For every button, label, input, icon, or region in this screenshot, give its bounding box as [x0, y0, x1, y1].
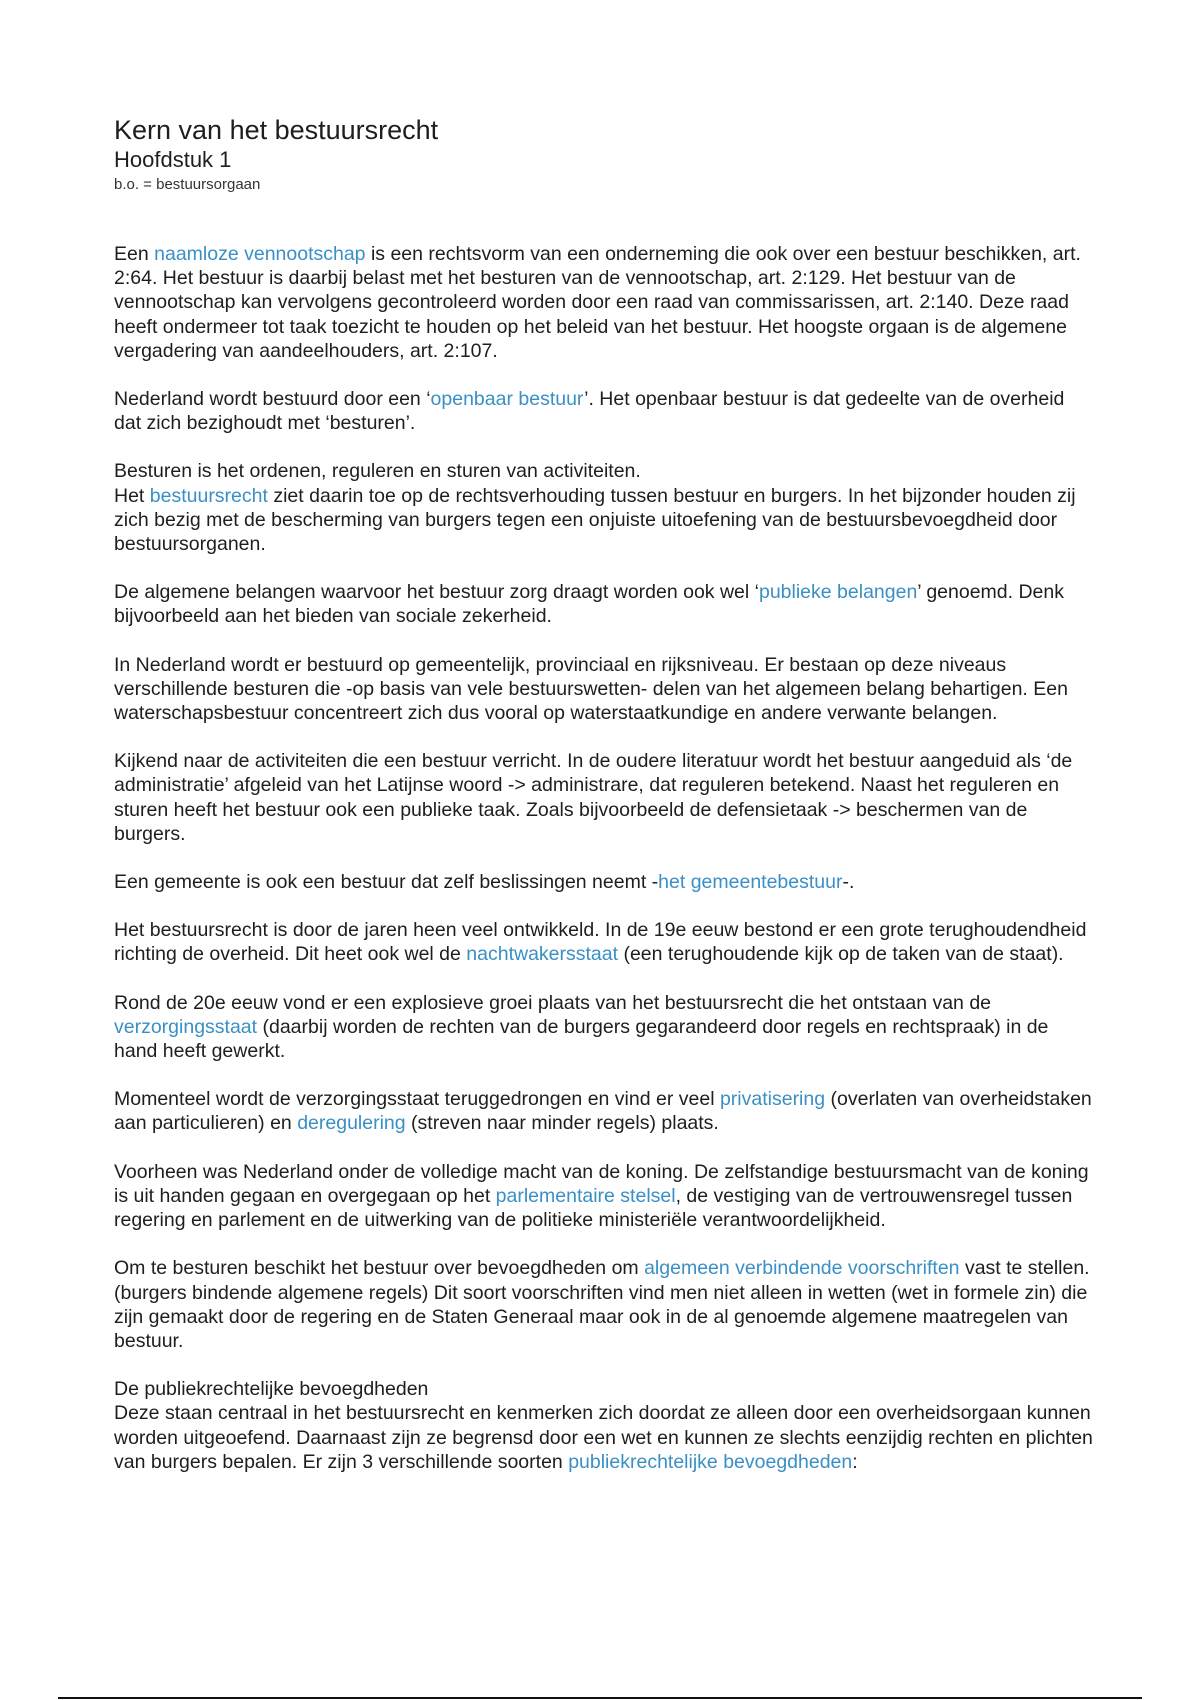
- paragraph-bestuursniveaus: In Nederland wordt er bestuurd op gemeentelijk, provinciaal en rijksniveau. Er bestaan op deze niveaus verschillende besturen die -op basis van vele bestuurswetten- delen van het algemeen belang behartigen. Een waterschapsbestuur concentreert zich dus vooral op waterstaatkundige en andere verwante belangen.: [114, 653, 1068, 725]
- paragraph-parlementaire-stelsel: Voorheen was Nederland onder de volledige macht van de koning. De zelfstandige bestuursmacht van de koning is uit handen gegaan en overgegaan op het parlementaire stelsel, de vestiging van de vertrouwensregel tussen regering en parlement en de uitwerking van de politieke ministeriële verantwoordelijkheid.: [114, 1160, 1089, 1232]
- paragraph-administratie: Kijkend naar de activiteiten die een bestuur verricht. In de oudere literatuur wordt het bestuur aangeduid als ‘de administratie’ afgeleid van het Latijnse woord -> administrare, dat reguleren betekend. Naast het reguleren en sturen heeft het bestuur ook een publieke taak. Zoals bijvoorbeeld de defensietaak -> beschermen van de burgers.: [114, 750, 1073, 845]
- paragraph-publieke-belangen: De algemene belangen waarvoor het bestuur zorg draagt worden ook wel ‘publieke belangen’ genoemd. Denk bijvoorbeeld aan het bieden van sociale zekerheid.: [114, 581, 1064, 628]
- paragraph-verbindende-voorschriften: Om te besturen beschikt het bestuur over bevoegdheden om algemeen verbindende voorschriften vast te stellen. (burgers bindende algemene regels) Dit soort voorschriften vind men niet alleen in wetten (wet in formele zin) die zijn gemaakt door de regering en de Staten Generaal maar ook in de al genoemde algemene maatregelen van bestuur.: [114, 1257, 1090, 1352]
- chapter-heading: Hoofdstuk 1: [114, 147, 232, 172]
- page-bottom-divider: [58, 1697, 1142, 1699]
- paragraph-naamloze-vennootschap: Een naamloze vennootschap is een rechtsvorm van een onderneming die ook over een bestuur beschikken, art. 2:64. Het bestuur is daarbij belast met het besturen van de vennootschap, art. 2:129. Het bestuur van de vennootschap kan vervolgens gecontroleerd worden door een raad van commissarissen, art. 2:140. Deze raad heeft ondermeer tot taak toezicht te houden op het beleid van het bestuur. Het hoogste orgaan is de algemene vergadering van aandeelhouders, art. 2:107.: [114, 243, 1081, 362]
- term-nachtwakersstaat: nachtwakersstaat: [466, 943, 619, 966]
- paragraph-privatisering: Momenteel wordt de verzorgingsstaat teruggedrongen en vind er veel privatisering (overlaten van overheidstaken aan particulieren) en deregulering (streven naar minder regels) plaats.: [114, 1088, 1092, 1135]
- document-title: Kern van het bestuursrecht: [114, 115, 439, 145]
- paragraph-openbaar-bestuur: Nederland wordt bestuurd door een ‘openbaar bestuur’. Het openbaar bestuur is dat gedeelte van de overheid dat zich bezighoudt met ‘besturen’.: [114, 388, 1065, 435]
- term-parlementaire-stelsel: parlementaire stelsel: [495, 1184, 676, 1207]
- section-heading: De publiekrechtelijke bevoegdheden: [114, 1378, 429, 1401]
- term-publieke-belangen: publieke belangen: [758, 581, 918, 604]
- paragraph-publiekrechtelijke-bevoegdheden: De publiekrechtelijke bevoegdheden Deze staan centraal in het bestuursrecht en kenmerken zich doordat ze alleen door een overheidsorgaan kunnen worden uitgeoefend. Daarnaast zijn ze begrensd door een wet en kunnen ze slechts eenzijdig rechten en plichten van burgers bepalen. Er zijn 3 verschillende soorten publiekrechtelijke bevoegdheden:: [114, 1378, 1093, 1473]
- abbreviation-note: b.o. = bestuursorgaan: [114, 176, 261, 193]
- term-bestuursrecht: bestuursrecht: [149, 484, 268, 507]
- paragraph-nachtwakersstaat: Het bestuursrecht is door de jaren heen veel ontwikkeld. In de 19e eeuw bestond er een grote terughoudendheid richting de overheid. Dit heet ook wel de nachtwakersstaat (een terughoudende kijk op de taken van de staat).: [114, 919, 1087, 966]
- term-publiekrechtelijke-bevoegdheden: publiekrechtelijke bevoegdheden: [568, 1450, 853, 1473]
- paragraph-gemeentebestuur: Een gemeente is ook een bestuur dat zelf beslissingen neemt -het gemeentebestuur-.: [114, 871, 855, 894]
- term-gemeentebestuur: het gemeentebestuur: [658, 871, 843, 894]
- paragraph-bestuursrecht: Besturen is het ordenen, reguleren en sturen van activiteiten. Het bestuursrecht ziet daarin toe op de rechtsverhouding tussen bestuur en burgers. In het bijzonder houden zij zich bezig met de bescherming van burgers tegen een onjuiste uitoefening van de bestuursbevoegdheid door bestuursorganen.: [114, 460, 1076, 556]
- term-algemeen-verbindende-voorschriften: algemeen verbindende voorschriften: [644, 1257, 960, 1280]
- document-page: [114, 114, 1094, 1498]
- paragraph-verzorgingsstaat: Rond de 20e eeuw vond er een explosieve groei plaats van het bestuursrecht die het ontstaan van de verzorgingsstaat (daarbij worden de rechten van de burgers gegarandeerd door regels en rechtspraak) in de hand heeft gewerkt.: [114, 991, 1049, 1063]
- term-privatisering: privatisering: [719, 1088, 826, 1111]
- term-verzorgingsstaat: verzorgingsstaat: [114, 1015, 258, 1038]
- term-openbaar-bestuur: openbaar bestuur: [430, 388, 585, 411]
- term-naamloze-vennootschap: naamloze vennootschap: [154, 243, 366, 265]
- term-deregulering: deregulering: [297, 1112, 406, 1135]
